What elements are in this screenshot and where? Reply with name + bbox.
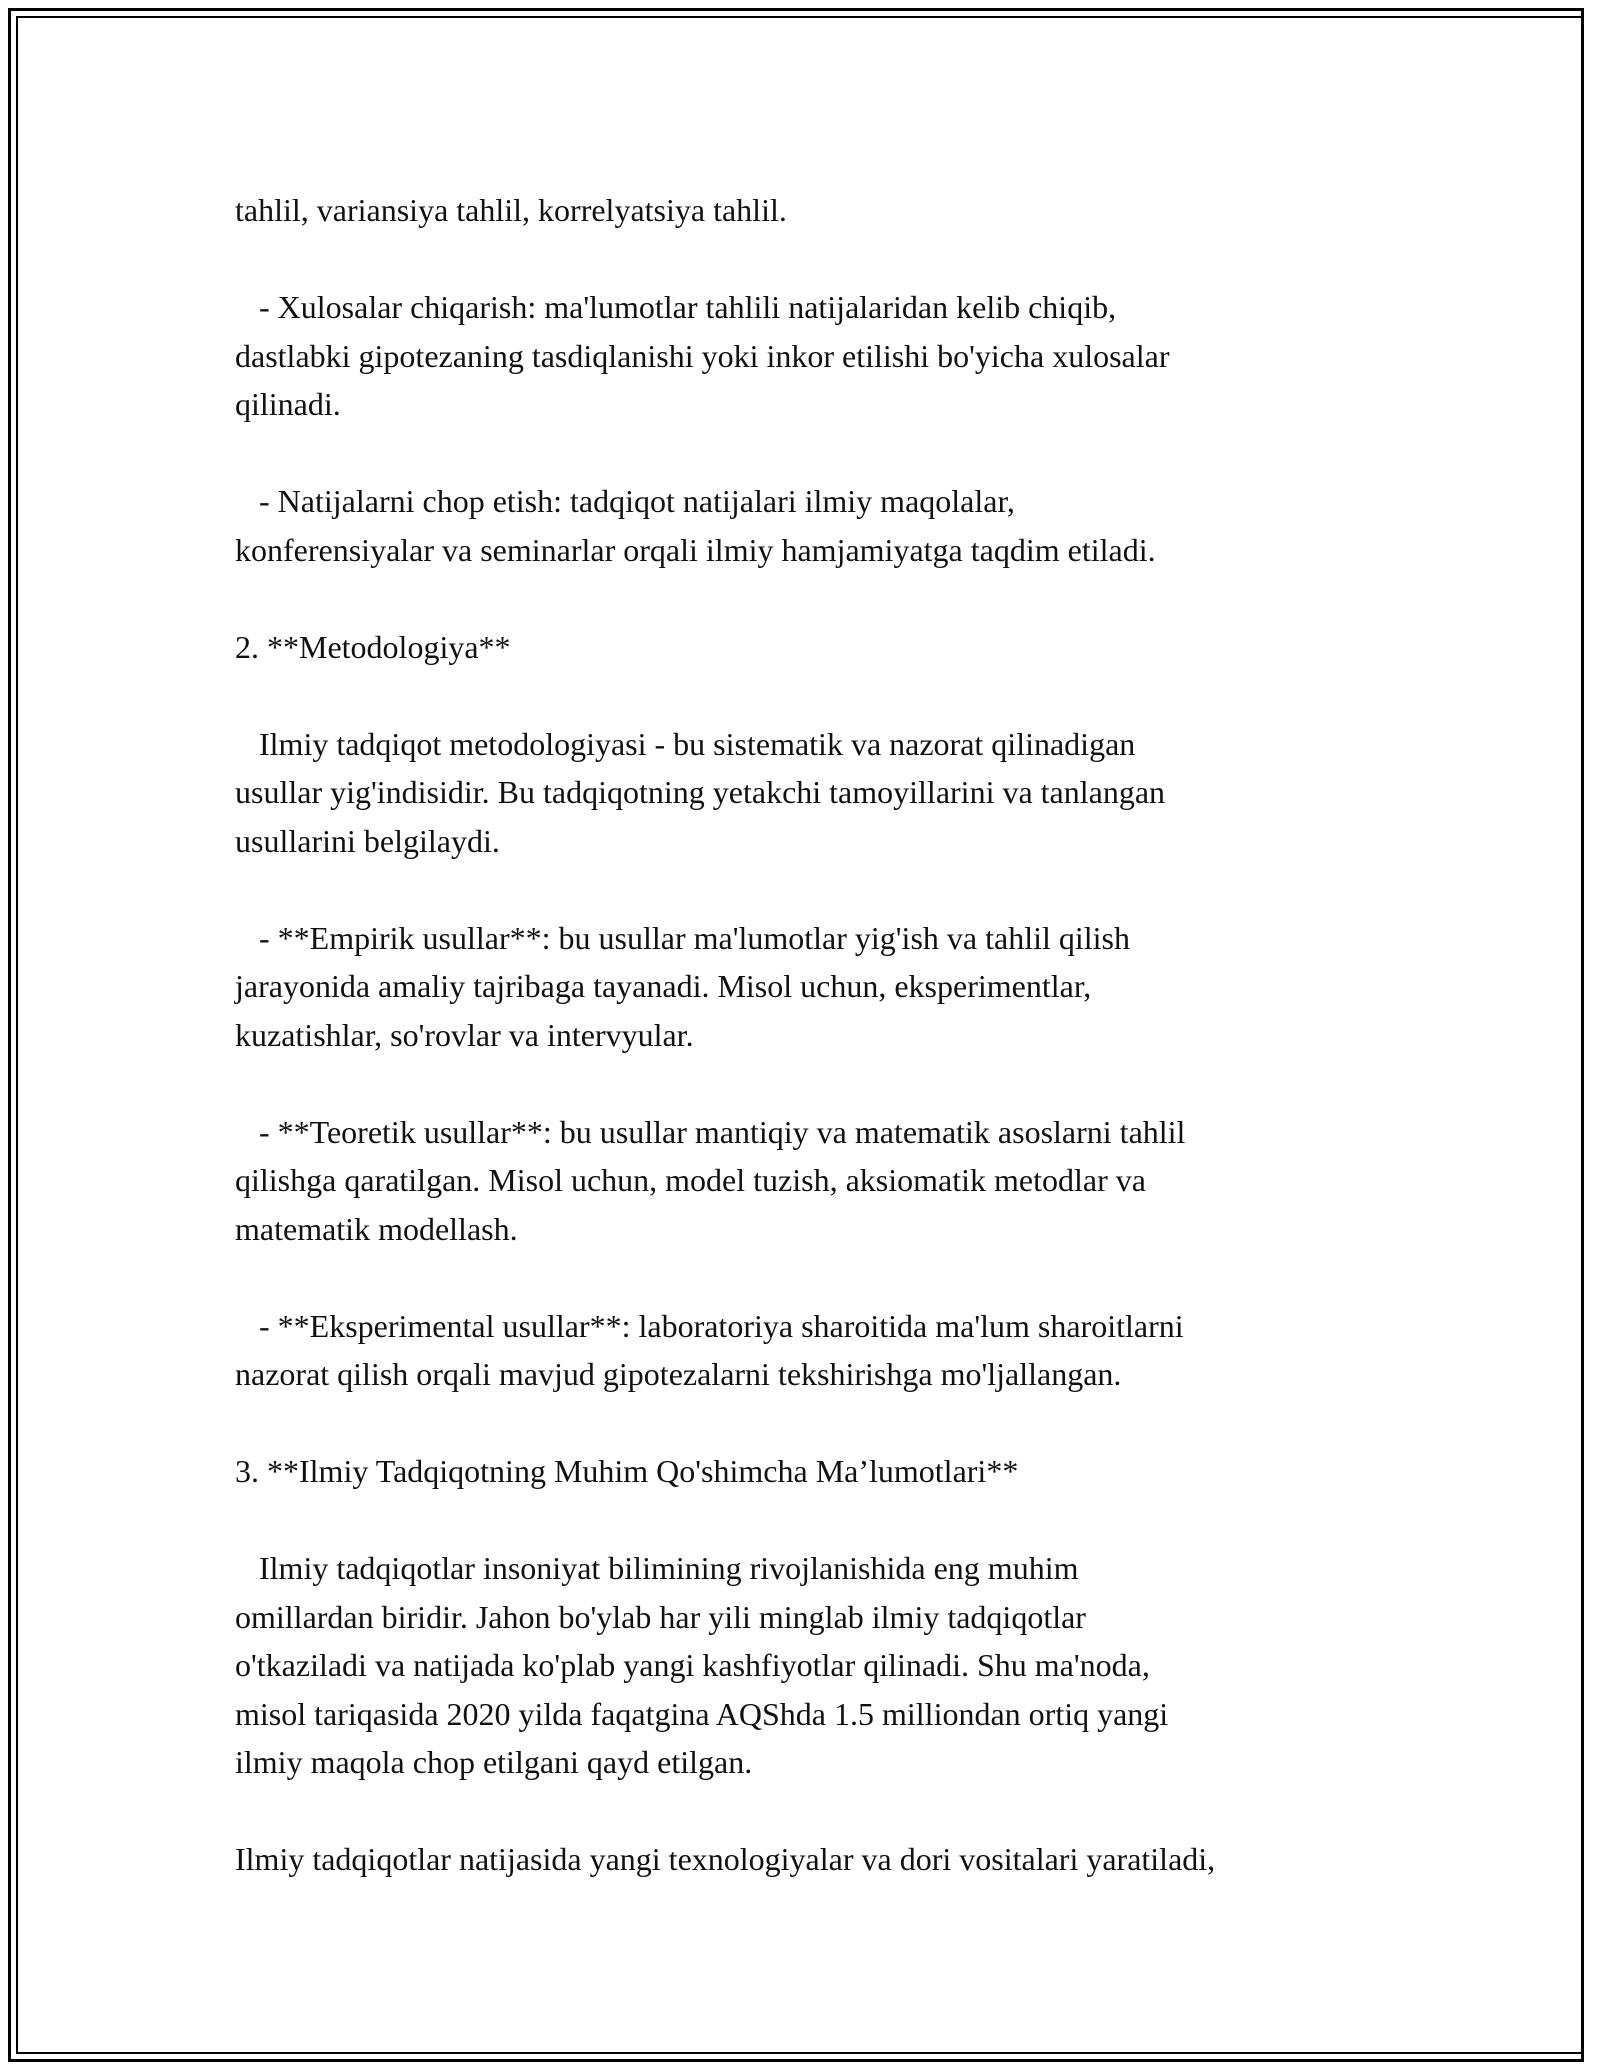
paragraph-drawing-conclusions: - Xulosalar chiqarish: ma'lumotlar tahlili natijalaridan kelib chiqib, dastlabki gipotezaning tasdiqlanishi yoki inkor etilishi bo'yicha xulosalar qilinadi. (235, 289, 1170, 422)
paragraph-theoretical-methods: - **Teoretik usullar**: bu usullar mantiqiy va matematik asoslarni tahlil qilishga qaratilgan. Misol uchun, model tuzish, aksiomatik metodlar va matematik modellash. (235, 1113, 1186, 1247)
paragraph-research-importance: Ilmiy tadqiqotlar insoniyat bilimining rivojlanishida eng muhim omillardan biridir. Jahon bo'ylab har yili minglab ilmiy tadqiqotlar o'tkaziladi va natijada ko'plab yangi kashfiyotlar qilinadi. Shu ma'noda, misol tariqasida 2020 yilda faqatgina AQShda 1.5 milliondan ortiq yangi ilmiy maqola chop etilgani qayd etilgan. (235, 1550, 1169, 1780)
section-heading-methodology: 2. **Metodologiya** (235, 628, 511, 665)
document-body (235, 186, 1405, 1884)
paragraph-analysis-types: tahlil, variansiya tahlil, korrelyatsiya tahlil. (235, 192, 787, 228)
paragraph-empirical-methods: - **Empirik usullar**: bu usullar ma'lumotlar yig'ish va tahlil qilish jarayonida amaliy tajribaga tayanadi. Misol uchun, eksperimentlar, kuzatishlar, so'rovlar va intervyular. (235, 919, 1130, 1053)
paragraph-experimental-methods: - **Eksperimental usullar**: laboratoriya sharoitida ma'lum sharoitlarni nazorat qilish orqali mavjud gipotezalarni tekshirishga mo'ljallangan. (235, 1307, 1184, 1392)
section-heading-additional-info: 3. **Ilmiy Tadqiqotning Muhim Qo'shimcha Ma’lumotlari** (235, 1453, 1019, 1489)
paragraph-methodology-intro: Ilmiy tadqiqot metodologiyasi - bu sistematik va nazorat qilinadigan usullar yig'indisidir. Bu tadqiqotning yetakchi tamoyillarini va tanlangan usullarini belgilaydi. (235, 725, 1166, 859)
paragraph-research-results: Ilmiy tadqiqotlar natijasida yangi texnologiyalar va dori vositalari yaratiladi, (235, 1841, 1216, 1877)
paragraph-publishing-results: - Natijalarni chop etish: tadqiqot natijalari ilmiy maqolalar, konferensiyalar va seminarlar orqali ilmiy hamjamiyatga taqdim etiladi. (235, 483, 1156, 568)
